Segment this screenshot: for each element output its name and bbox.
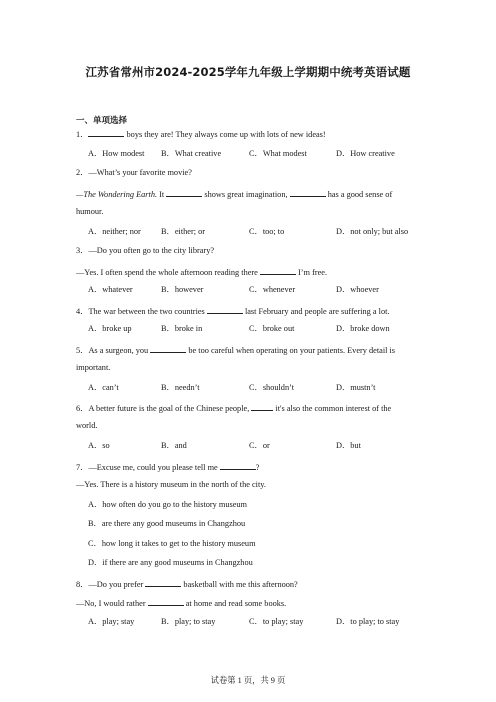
movie-title: —The Wondering Earth. xyxy=(76,190,158,199)
question-text: at home and read some books. xyxy=(183,599,287,608)
option-a[interactable]: A．How modest xyxy=(88,149,145,158)
option-b[interactable]: B．play; to stay xyxy=(161,617,216,626)
question-text: be too careful when operating on your patients. Every detail is xyxy=(186,346,396,355)
option-b[interactable]: B．however xyxy=(161,285,204,294)
option-a[interactable]: A．broke up xyxy=(88,324,132,333)
question-text: has a good sense of xyxy=(325,190,393,199)
option-a[interactable]: A．can’t xyxy=(88,383,119,392)
question-text: it's also the common interest of the xyxy=(273,404,392,413)
option-c[interactable]: C．or xyxy=(249,441,270,450)
question-3: 3．—Do you often go to the city library? xyxy=(76,246,215,255)
question-6 xyxy=(76,402,391,414)
question-text: ? xyxy=(255,463,260,472)
answer-blank xyxy=(166,188,202,197)
question-text: It xyxy=(157,190,167,199)
option-d[interactable]: D．broke down xyxy=(336,324,390,333)
question-2-line: humour. xyxy=(76,207,104,216)
answer-blank xyxy=(251,402,273,411)
question-text: 4．The war between the two countries xyxy=(76,307,207,316)
option-b[interactable]: B．either; or xyxy=(161,227,206,236)
question-7 xyxy=(76,461,259,473)
question-8 xyxy=(76,578,298,590)
option-b[interactable]: B．broke in xyxy=(161,324,203,333)
option-a[interactable]: A．play; stay xyxy=(88,617,135,626)
question-text: basketball with me this afternoon? xyxy=(181,580,298,589)
question-text: 7．—Excuse me, could you please tell me xyxy=(76,463,220,472)
answer-blank xyxy=(220,461,256,470)
question-text: —Yes. I often spend the whole afternoon reading there xyxy=(76,268,260,277)
option-a[interactable]: A．neither; nor xyxy=(88,227,141,236)
option-d[interactable]: D．to play; to stay xyxy=(336,617,400,626)
question-text: last February and people are suffering a lot. xyxy=(242,307,390,316)
question-text: 8．—Do you prefer xyxy=(76,580,146,589)
option-b[interactable]: B．What creative xyxy=(161,149,222,158)
option-a[interactable]: A．how often do you go to the history museum xyxy=(88,500,248,509)
answer-blank xyxy=(145,578,181,587)
answer-blank xyxy=(207,305,243,314)
option-b[interactable]: B．needn’t xyxy=(161,383,200,392)
question-3-line xyxy=(76,266,327,278)
answer-blank xyxy=(148,597,184,606)
section-heading: 一、单项选择 xyxy=(76,116,128,126)
answer-blank xyxy=(88,128,124,137)
option-d[interactable]: D．but xyxy=(336,441,361,450)
page-title: 江苏省常州市2024-2025学年九年级上学期期中统考英语试题 xyxy=(85,65,411,79)
answer-blank xyxy=(290,188,326,197)
answer-blank xyxy=(260,266,296,275)
option-c[interactable]: C．how long it takes to get to the history museum xyxy=(88,539,256,548)
question-1 xyxy=(76,128,326,140)
question-7-line: —Yes. There is a history museum in the north of the city. xyxy=(76,480,266,489)
option-c[interactable]: C．too; to xyxy=(249,227,285,236)
question-text: 5．As a surgeon, you xyxy=(76,346,151,355)
option-c[interactable]: C．What modest xyxy=(249,149,307,158)
option-a[interactable]: A．so xyxy=(88,441,110,450)
option-d[interactable]: D．mustn’t xyxy=(336,383,376,392)
question-number: 1． xyxy=(76,130,89,139)
option-d[interactable]: D．whoever xyxy=(336,285,379,294)
option-d[interactable]: D．if there are any good museums in Changzhou xyxy=(88,558,253,567)
answer-blank xyxy=(150,344,186,353)
option-b[interactable]: B．and xyxy=(161,441,187,450)
question-8-line xyxy=(76,597,286,609)
option-c[interactable]: C．broke out xyxy=(249,324,295,333)
option-b[interactable]: B．are there any good museums in Changzhou xyxy=(88,519,246,528)
question-text: I’m free. xyxy=(295,268,328,277)
question-6-line: world. xyxy=(76,421,98,430)
question-2: 2．—What’s your favorite movie? xyxy=(76,168,192,177)
question-text: 6．A better future is the goal of the Chinese people, xyxy=(76,404,252,413)
question-text: shows great imagination, xyxy=(202,190,290,199)
question-text: —No, I would rather xyxy=(76,599,148,608)
option-d[interactable]: D．How creative xyxy=(336,149,395,158)
question-5 xyxy=(76,344,395,356)
question-5-line: important. xyxy=(76,363,111,372)
page-footer: 试卷第 1 页，共 9 页 xyxy=(210,676,286,685)
question-2-line xyxy=(76,188,392,200)
option-c[interactable]: C．shouldn’t xyxy=(249,383,295,392)
question-text: boys they are! They always come up with lots of new ideas! xyxy=(124,130,326,139)
question-4 xyxy=(76,305,389,317)
option-c[interactable]: C．to play; stay xyxy=(249,617,304,626)
option-d[interactable]: D．not only; but also xyxy=(336,227,409,236)
option-a[interactable]: A．whatever xyxy=(88,285,133,294)
option-c[interactable]: C．whenever xyxy=(249,285,296,294)
